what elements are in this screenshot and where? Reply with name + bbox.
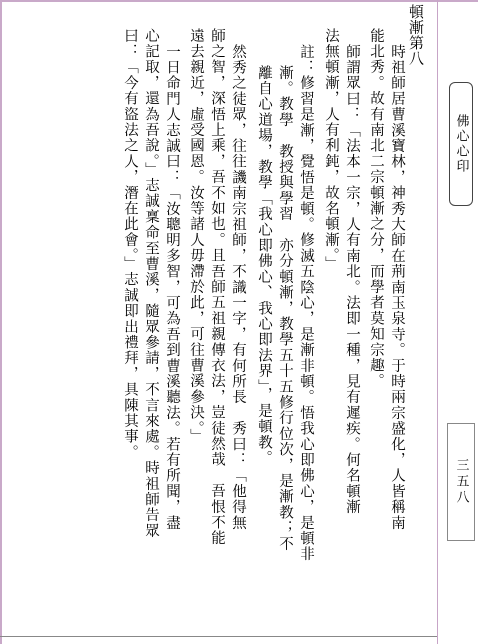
text-column-p2-1: 師謂眾曰：「法本一宗，人有南北。法即一種，見有遲疾。何名頓漸 (344, 44, 360, 515)
text-column-p3-1: 然秀之徒眾，往往譏南宗祖師，不識一字，有何所長 秀曰：「他得無 (230, 44, 246, 531)
note-column-3: 離自心道場，教學「我心即佛心、我心即法界」，是頓教。 (256, 65, 272, 466)
section-tab[interactable] (449, 82, 473, 206)
note-column-2: 漸。教學 教授與學習 亦分頓漸，教學五十五修行位次，是漸教；不 (277, 65, 293, 552)
text-column-p2-2: 法無頓漸，人有利鈍，故名頓漸。」 (323, 28, 339, 272)
chapter-title: 頓漸第八 (407, 4, 425, 66)
text-column-p1-2: 能北秀。故有南北二宗頓漸之分，而學者莫知宗趣。 (368, 28, 384, 390)
margin-divider (437, 0, 438, 644)
text-column-p4-2: 心記取，還為吾說。」志誠稟命至曹溪，隨眾參請，不言來處。時祖師告眾 (143, 28, 159, 539)
page-frame-top (0, 0, 478, 2)
text-column-p1-1: 時祖師居曹溪寶林，神秀大師在荊南玉泉寺。于時兩宗盛化，人皆稱南 (389, 44, 405, 531)
text-column-p4-1: 一日命門人志誠曰：「汝聰明多智，可為吾到曹溪聽法。若有所聞，盡 (164, 44, 180, 531)
text-column-p3-2: 師之智，深悟上乘，吾不如也。且吾師五祖親傳衣法，豈徒然哉 吾恨不能 (209, 28, 225, 547)
note-column-1: 註：修習是漸，覺悟是頓。修滅五陰心，是漸非頓。悟我心即佛心，是頓非 (298, 44, 314, 563)
page-number: 三五八 (453, 458, 469, 506)
text-column-p4-3: 曰：「今有盜法之人，潛在此會。」志誠即出禮拜，具陳其事。 (122, 28, 138, 461)
text-column-p3-3: 遠去親近，虛受國恩。汝等諸人毋滯於此，可往曹溪參決。」 (188, 28, 204, 445)
page-frame-left (0, 0, 2, 644)
page-bottom-rule (0, 636, 438, 637)
section-tab-label: 佛心心印 (453, 114, 469, 174)
page-number-box (447, 423, 475, 541)
